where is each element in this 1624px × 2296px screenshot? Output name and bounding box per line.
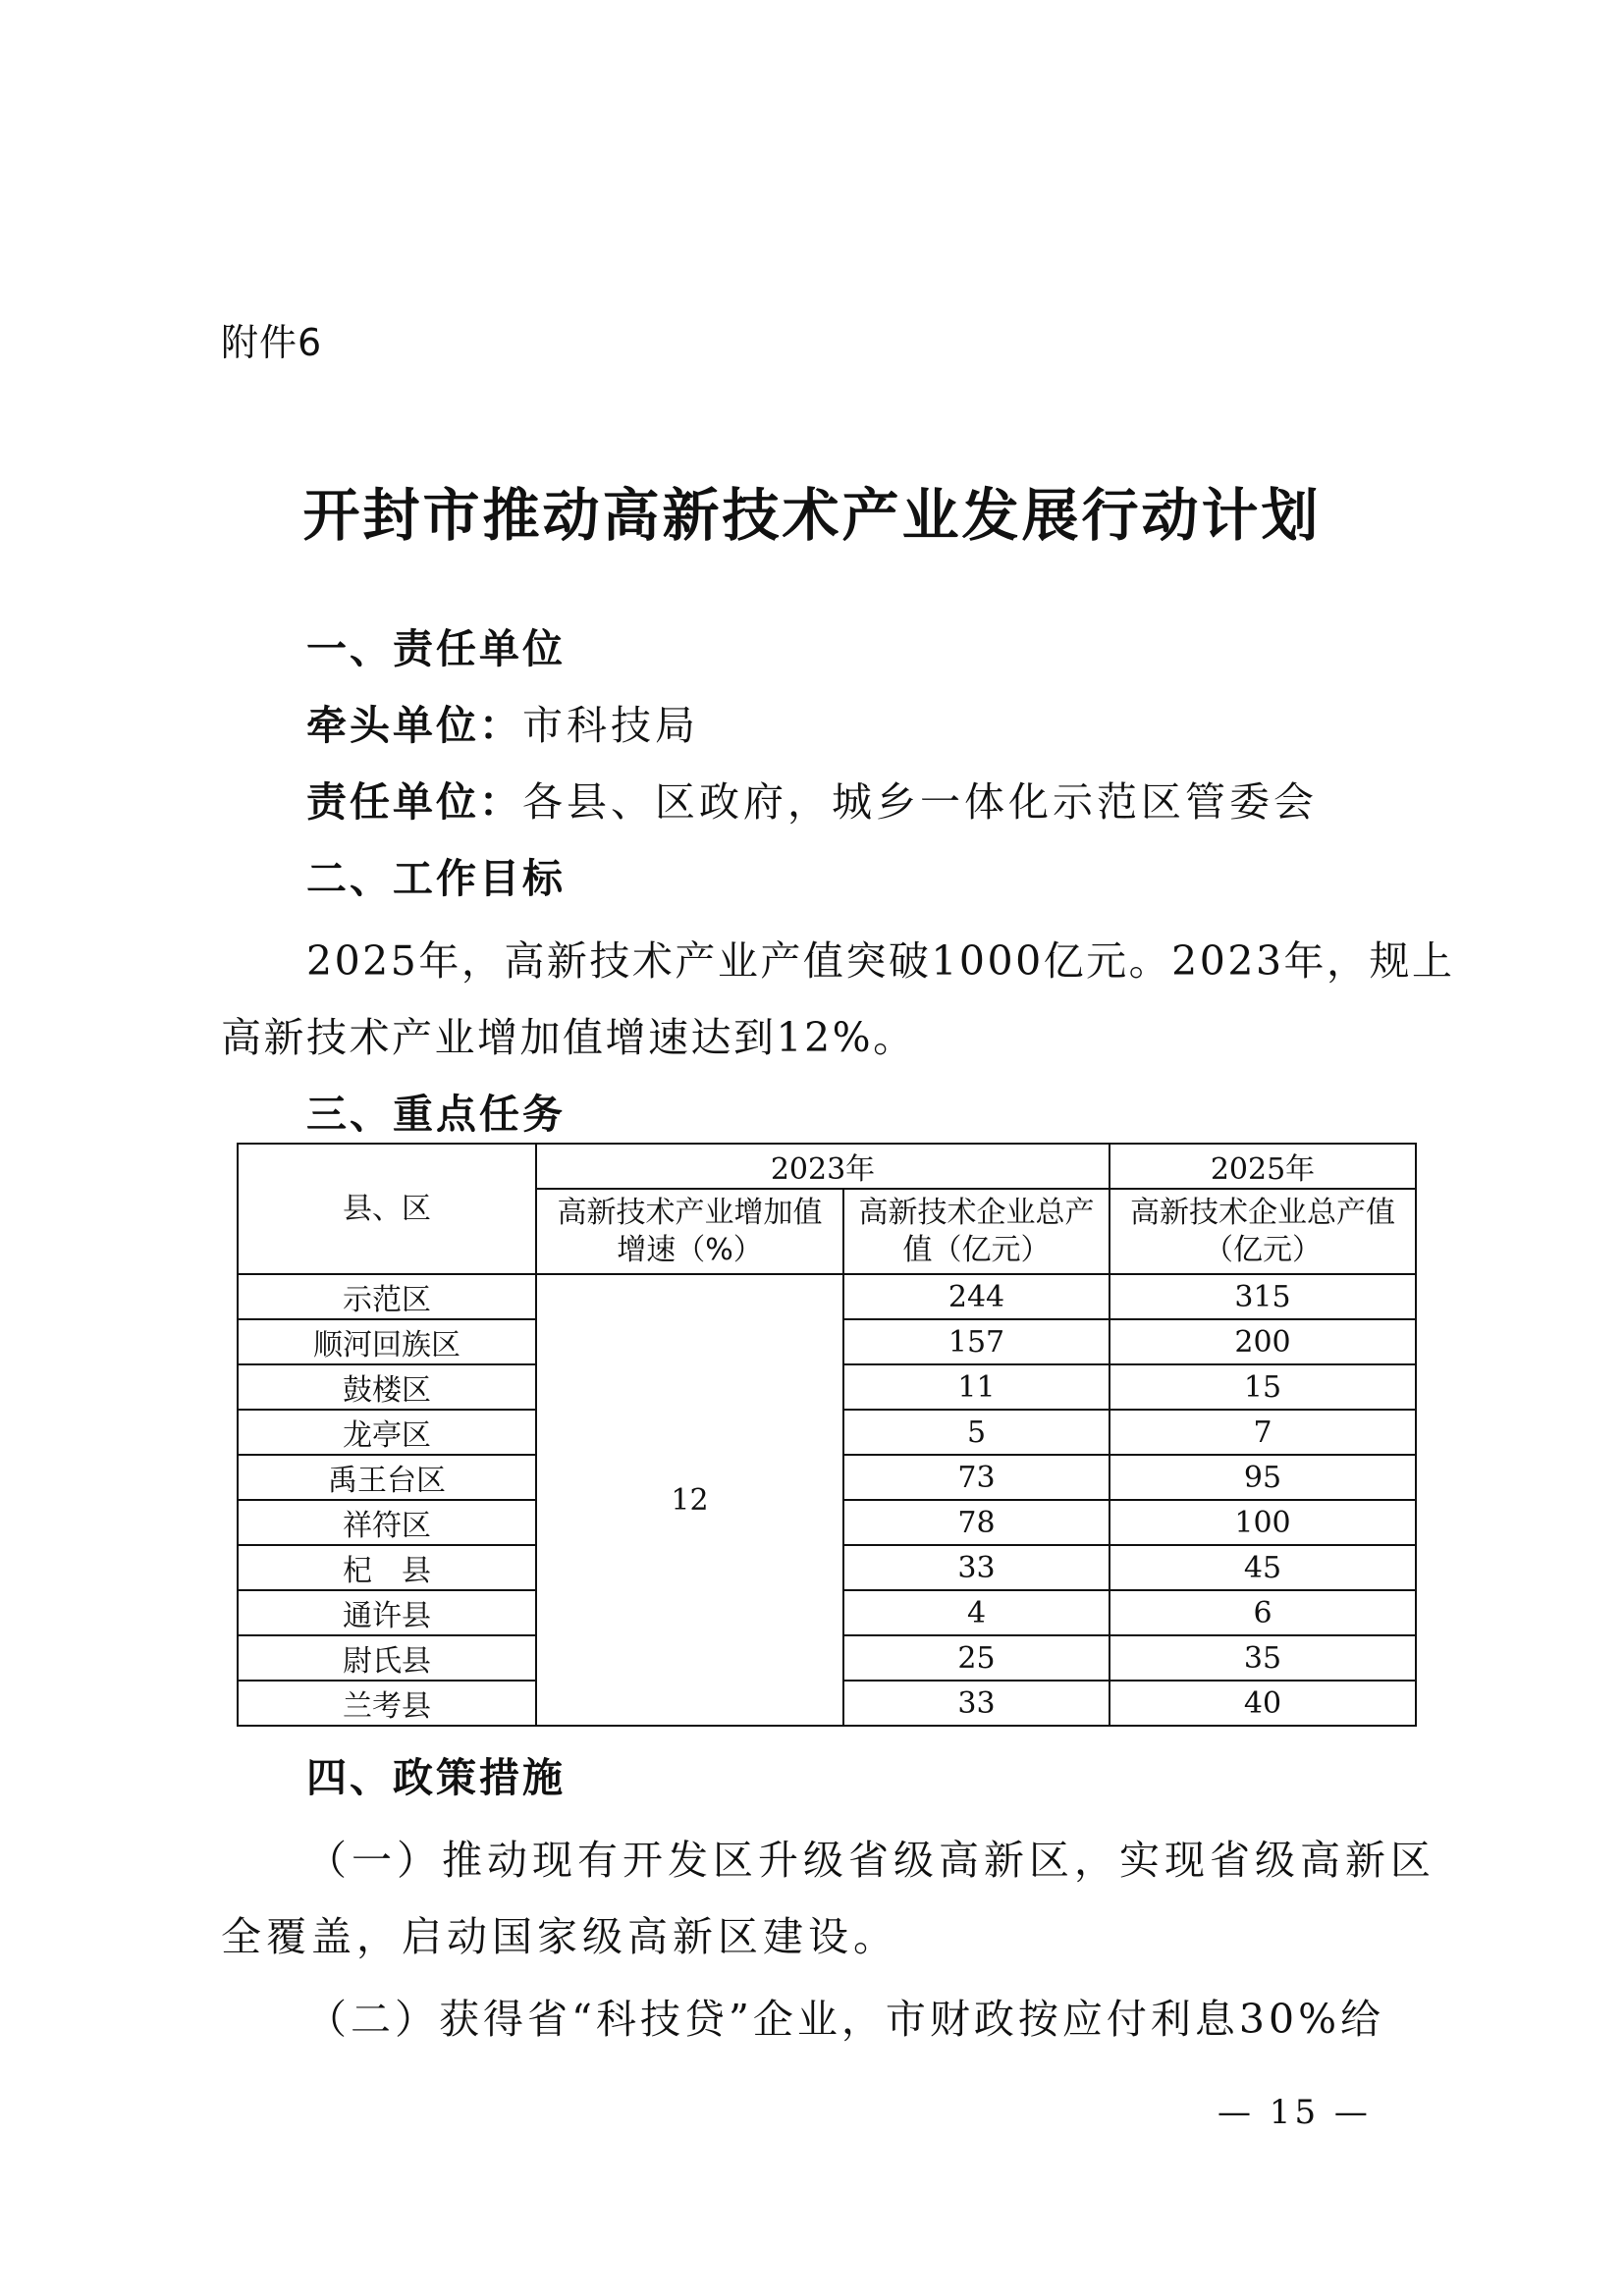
goal-line-1: 2025年，高新技术产业产值突破1000亿元。2023年，规上 bbox=[306, 937, 1455, 985]
output-2023-cell: 33 bbox=[843, 1681, 1110, 1726]
output-2025-cell: 95 bbox=[1110, 1455, 1416, 1500]
section2-heading: 二、工作目标 bbox=[306, 855, 566, 902]
lead-unit-line bbox=[306, 693, 699, 751]
output-2023-cell: 5 bbox=[843, 1410, 1110, 1455]
attachment-label: 附件6 bbox=[221, 321, 323, 364]
page-number: — 15 — bbox=[1218, 2093, 1372, 2132]
policy-item-1-line-1: （一）推动现有开发区升级省级高新区，实现省级高新区 bbox=[306, 1837, 1435, 1884]
growth-rate-cell: 12 bbox=[536, 1274, 843, 1726]
output-2023-cell: 78 bbox=[843, 1500, 1110, 1545]
table-row bbox=[238, 1274, 1416, 1319]
section4-heading: 四、政策措施 bbox=[306, 1754, 566, 1801]
output-2023-cell: 11 bbox=[843, 1364, 1110, 1410]
year-2023-header: 2023年 bbox=[536, 1144, 1110, 1189]
document-title: 开封市推动高新技术产业发展行动计划 bbox=[302, 482, 1322, 549]
section3-heading: 三、重点任务 bbox=[306, 1091, 566, 1138]
output-2023-cell: 157 bbox=[843, 1319, 1110, 1364]
resp-unit-label: 责任单位： bbox=[306, 778, 522, 826]
section1-heading: 一、责任单位 bbox=[306, 625, 566, 672]
output-2023-cell: 33 bbox=[843, 1545, 1110, 1590]
policy-item-2-line-1: （二）获得省“科技贷”企业，市财政按应付利息30%给 bbox=[306, 1996, 1385, 2043]
output-2023-cell: 244 bbox=[843, 1274, 1110, 1319]
county-cell: 通许县 bbox=[238, 1590, 536, 1635]
output-2025-cell: 6 bbox=[1110, 1590, 1416, 1635]
county-cell: 示范区 bbox=[238, 1274, 536, 1319]
col-header-output-2025: 高新技术企业总产值（亿元） bbox=[1110, 1189, 1416, 1274]
goal-line-2: 高新技术产业增加值增速达到12%。 bbox=[221, 1014, 916, 1061]
output-2025-cell: 100 bbox=[1110, 1500, 1416, 1545]
resp-unit-value: 各县、区政府，城乡一体化示范区管委会 bbox=[522, 778, 1318, 826]
county-cell: 祥符区 bbox=[238, 1500, 536, 1545]
task-table bbox=[237, 1143, 1417, 1727]
output-2023-cell: 25 bbox=[843, 1635, 1110, 1681]
output-2025-cell: 200 bbox=[1110, 1319, 1416, 1364]
output-2025-cell: 315 bbox=[1110, 1274, 1416, 1319]
county-cell: 杞 县 bbox=[238, 1545, 536, 1590]
output-2025-cell: 35 bbox=[1110, 1635, 1416, 1681]
lead-unit-value: 市科技局 bbox=[522, 702, 699, 749]
output-2023-cell: 4 bbox=[843, 1590, 1110, 1635]
output-2025-cell: 40 bbox=[1110, 1681, 1416, 1726]
county-cell: 龙亭区 bbox=[238, 1410, 536, 1455]
county-cell: 鼓楼区 bbox=[238, 1364, 536, 1410]
col-header-output-2023: 高新技术企业总产值（亿元） bbox=[843, 1189, 1110, 1274]
county-cell: 禹王台区 bbox=[238, 1455, 536, 1500]
output-2025-cell: 15 bbox=[1110, 1364, 1416, 1410]
col-header-growth: 高新技术产业增加值增速（%） bbox=[536, 1189, 843, 1274]
lead-unit-label: 牵头单位： bbox=[306, 702, 522, 749]
output-2023-cell: 73 bbox=[843, 1455, 1110, 1500]
col-header-county: 县、区 bbox=[238, 1144, 536, 1274]
county-cell: 兰考县 bbox=[238, 1681, 536, 1726]
county-cell: 顺河回族区 bbox=[238, 1319, 536, 1364]
output-2025-cell: 7 bbox=[1110, 1410, 1416, 1455]
year-2025-header: 2025年 bbox=[1110, 1144, 1416, 1189]
county-cell: 尉氏县 bbox=[238, 1635, 536, 1681]
policy-item-1-line-2: 全覆盖，启动国家级高新区建设。 bbox=[221, 1913, 898, 1960]
resp-unit-line bbox=[306, 770, 1318, 828]
output-2025-cell: 45 bbox=[1110, 1545, 1416, 1590]
